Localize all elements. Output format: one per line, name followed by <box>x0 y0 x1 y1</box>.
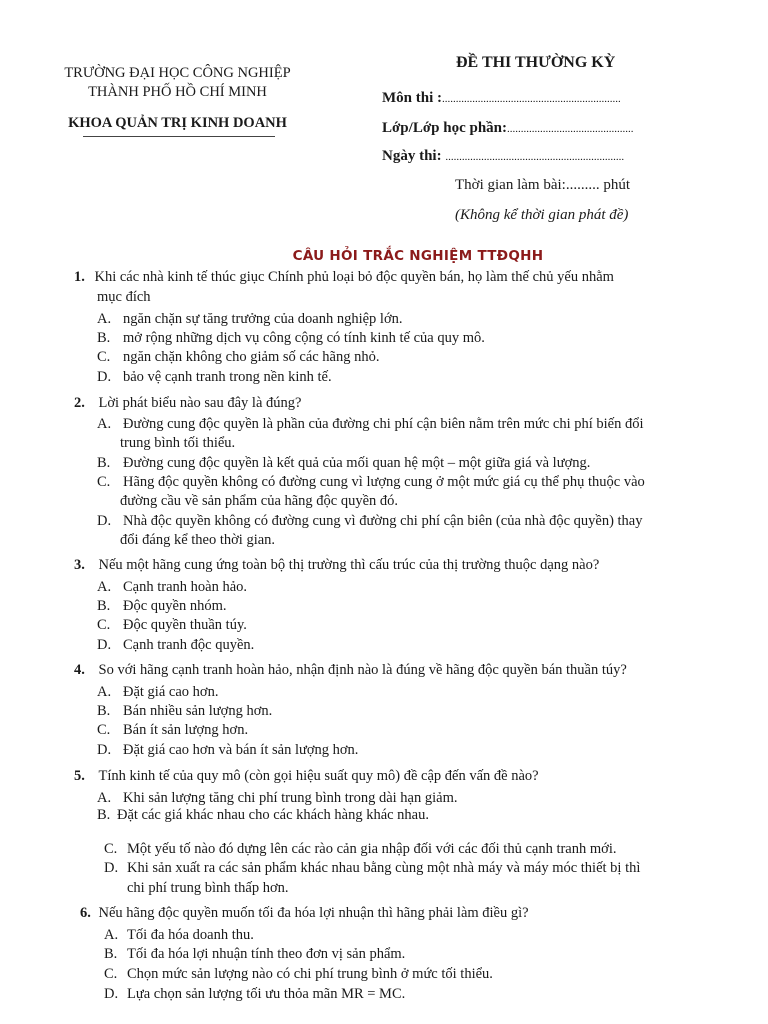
option-c-cont: đường cầu về sản phẩm của hãng độc quyền đó. <box>120 493 399 509</box>
option-text: Nhà độc quyền không có đường cung vì đường chi phí cận biên (của nhà độc quyền) thay <box>123 513 643 529</box>
question-number: 2. <box>74 395 85 411</box>
option-b[interactable] <box>97 806 429 826</box>
subject-dots: ................................................................. <box>442 93 621 105</box>
option-letter: A. <box>97 311 112 327</box>
option-d-cont: đổi đáng kể theo thời gian. <box>120 532 276 548</box>
option-c[interactable] <box>97 473 645 493</box>
question-text: Nếu hãng độc quyền muốn tối đa hóa lợi nhuận thì hãng phải làm điều gì? <box>98 905 529 921</box>
question-5 <box>74 767 539 787</box>
option-letter: B. <box>97 703 111 719</box>
option-b[interactable] <box>97 454 590 474</box>
option-a[interactable] <box>97 578 247 598</box>
option-d[interactable] <box>97 741 358 761</box>
option-letter: C. <box>97 722 111 738</box>
subject-label: Môn thi : <box>382 90 442 106</box>
duration-note: (Không kể thời gian phát đề) <box>455 207 629 223</box>
option-letter: D. <box>97 513 112 529</box>
option-text: Bán ít sản lượng hơn. <box>123 722 249 738</box>
option-letter: A. <box>97 416 112 432</box>
question-text: Khi các nhà kinh tế thúc giục Chính phủ loại bỏ độc quyền bán, họ làm thế chủ yếu nhằm <box>94 269 614 285</box>
question-6 <box>80 904 529 924</box>
option-letter: C. <box>104 841 118 857</box>
option-letter: A. <box>97 579 112 595</box>
option-letter: D. <box>97 637 112 653</box>
option-text: ngăn chặn không cho giảm số các hãng nhỏ. <box>123 349 380 365</box>
option-text: Một yếu tố nào đó dựng lên các rào cản gia nhập đối với các đối thủ cạnh tranh mới. <box>127 841 617 857</box>
date-field <box>382 148 624 165</box>
option-text: Khi sản xuất ra các sản phẩm khác nhau bằng cùng một nhà máy và máy móc thiết bị thì <box>127 860 641 876</box>
option-letter: B. <box>104 946 118 962</box>
option-text: Đặt giá cao hơn. <box>123 684 219 700</box>
option-letter: D. <box>104 860 119 876</box>
option-c[interactable] <box>97 348 380 368</box>
option-letter: B. <box>97 455 111 471</box>
option-d-cont: chi phí trung bình thấp hơn. <box>127 880 289 896</box>
question-number: 6. <box>80 905 91 921</box>
option-d[interactable] <box>104 985 405 1005</box>
option-b[interactable] <box>97 329 485 349</box>
class-field <box>382 120 634 137</box>
option-a[interactable] <box>97 683 218 703</box>
option-letter: B. <box>97 598 111 614</box>
question-text: Nếu một hãng cung ứng toàn bộ thị trường thì cấu trúc của thị trường thuộc dạng nào? <box>98 557 600 573</box>
option-letter: C. <box>104 966 118 982</box>
exam-duration: Thời gian làm bài:......... phút <box>455 177 630 193</box>
option-letter: A. <box>97 790 112 806</box>
option-text: mở rộng những dịch vụ công cộng có tính kinh tế của quy mô. <box>123 330 485 346</box>
option-letter: C. <box>97 474 111 490</box>
option-d[interactable] <box>97 512 643 532</box>
question-text: So với hãng cạnh tranh hoàn hảo, nhận định nào là đúng về hãng độc quyền bán thuần túy? <box>98 662 627 678</box>
question-number: 5. <box>74 768 85 784</box>
option-c[interactable] <box>104 965 493 985</box>
question-4 <box>74 661 627 681</box>
option-b[interactable] <box>97 597 227 617</box>
question-3 <box>74 556 599 576</box>
option-d[interactable] <box>97 368 332 388</box>
question-text-cont: mục đích <box>97 289 151 305</box>
option-text: Chọn mức sản lượng nào có chi phí trung bình ở mức tối thiểu. <box>127 966 493 982</box>
option-text: Đường cung độc quyền là kết quả của mối quan hệ một – một giữa giá và lượng. <box>123 455 591 471</box>
option-text: Cạnh tranh hoàn hảo. <box>123 579 248 595</box>
option-b[interactable] <box>104 945 405 965</box>
question-1 <box>74 268 614 288</box>
question-number: 3. <box>74 557 85 573</box>
option-letter: D. <box>104 986 119 1002</box>
option-letter: D. <box>97 742 112 758</box>
option-text: Khi sản lượng tăng chi phí trung bình trong dài hạn giảm. <box>123 790 458 806</box>
option-a[interactable] <box>104 926 254 946</box>
option-text: Hãng độc quyền không có đường cung vì lượng cung ở một mức giá cụ thể phụ thuộc vào <box>123 474 645 490</box>
question-2 <box>74 394 301 414</box>
school-name-line1: TRƯỜNG ĐẠI HỌC CÔNG NGHIỆP <box>64 65 291 81</box>
option-text: ngăn chặn sự tăng trưởng của doanh nghiệp lớn. <box>123 311 403 327</box>
exam-title: ĐỀ THI THƯỜNG KỲ <box>456 54 616 71</box>
option-a[interactable] <box>97 415 644 435</box>
option-letter: B. <box>97 330 111 346</box>
option-text: Đặt các giá khác nhau cho các khách hàng khác nhau. <box>117 807 429 823</box>
department-name: KHOA QUẢN TRỊ KINH DOANH <box>68 115 287 131</box>
option-text: bảo vệ cạnh tranh trong nền kinh tế. <box>123 369 332 385</box>
school-name-line2: THÀNH PHỐ HỒ CHÍ MINH <box>88 84 267 100</box>
option-c[interactable] <box>97 616 247 636</box>
option-a-cont: trung bình tối thiểu. <box>120 435 236 451</box>
option-c[interactable] <box>97 721 248 741</box>
class-label: Lớp/Lớp học phần: <box>382 120 507 136</box>
option-a[interactable] <box>97 310 403 330</box>
option-letter: D. <box>97 369 112 385</box>
date-label: Ngày thi: <box>382 148 442 164</box>
option-text: Tối đa hóa doanh thu. <box>127 927 254 943</box>
option-text: Cạnh tranh độc quyền. <box>123 637 255 653</box>
option-letter: C. <box>97 617 111 633</box>
option-text: Đường cung độc quyền là phần của đường chi phí cận biên nằm trên mức chi phí biến đổi <box>123 416 644 432</box>
option-text: Độc quyền nhóm. <box>123 598 227 614</box>
option-letter: A. <box>97 684 112 700</box>
option-text: Lựa chọn sản lượng tối ưu thỏa mãn MR = MC. <box>127 986 406 1002</box>
option-text: Tối đa hóa lợi nhuận tính theo đơn vị sản phẩm. <box>127 946 406 962</box>
option-text: Độc quyền thuần túy. <box>123 617 247 633</box>
option-letter: A. <box>104 927 119 943</box>
option-d[interactable] <box>97 636 254 656</box>
option-text: Bán nhiều sản lượng hơn. <box>123 703 273 719</box>
subject-field <box>382 90 621 107</box>
option-b[interactable] <box>97 702 272 722</box>
option-c[interactable] <box>104 840 616 860</box>
option-text: Đặt giá cao hơn và bán ít sản lượng hơn. <box>123 742 359 758</box>
date-dots: ................................................................. <box>445 151 625 163</box>
class-dots: .............................................. <box>507 123 634 135</box>
option-letter: C. <box>97 349 111 365</box>
question-number: 4. <box>74 662 85 678</box>
option-d[interactable] <box>104 859 640 879</box>
section-title: CÂU HỎI TRẮC NGHIỆM TTĐQHH <box>292 248 544 264</box>
header-underline <box>83 136 275 137</box>
question-text: Tính kinh tế của quy mô (còn gọi hiệu suất quy mô) đề cập đến vấn đề nào? <box>98 768 539 784</box>
question-number: 1. <box>74 269 85 285</box>
question-text: Lời phát biểu nào sau đây là đúng? <box>98 395 302 411</box>
option-letter: B. <box>97 807 111 823</box>
